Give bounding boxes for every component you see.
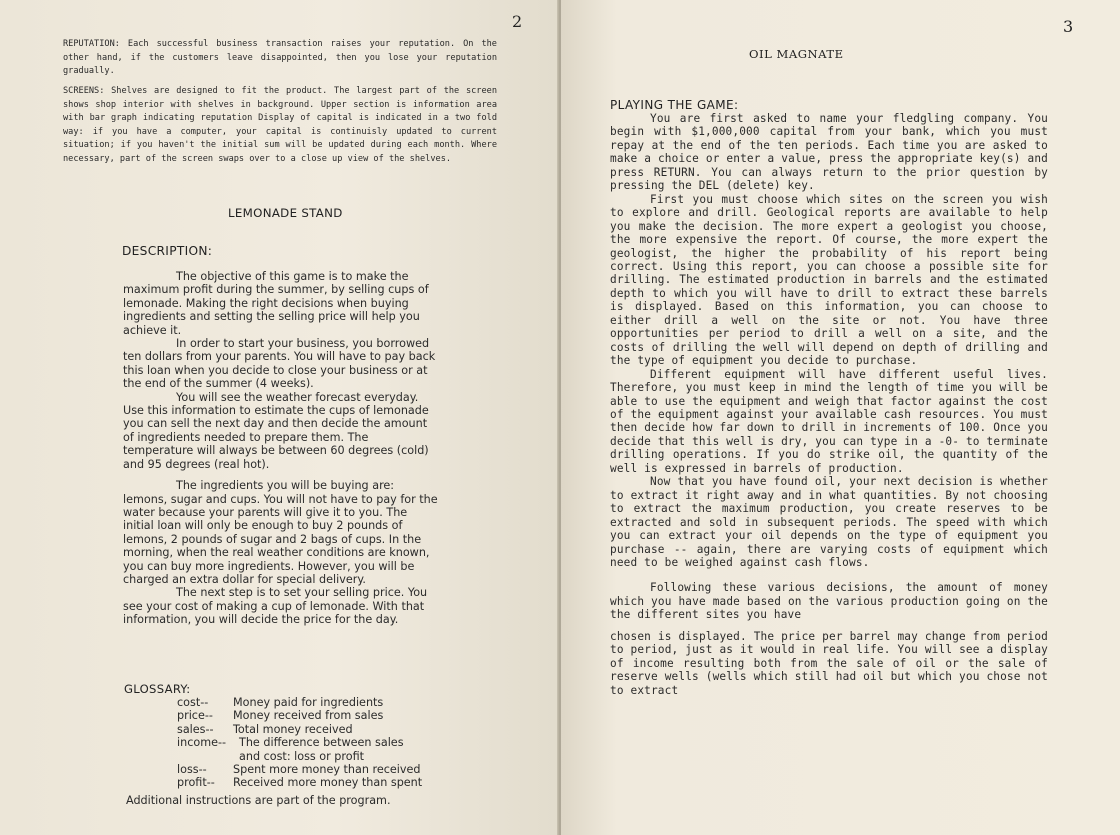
section-heading: PLAYING THE GAME: [610,98,739,112]
footer-note: Additional instructions are part of the program. [126,794,391,807]
glossary-term: income-- [177,736,227,750]
description-heading: DESCRIPTION: [122,244,213,258]
reputation-paragraph: REPUTATION: Each successful business transaction raises your reputation. On the other hand, if the customers leave disappointed, then you lose your reputation gradually. [63,39,497,77]
glossary-item [177,776,447,789]
glossary-term: cost-- [177,696,209,709]
paragraph: Now that you have found oil, your next decision is whether to extract it right away and in what quantities. By not choosing to extract the maximum production, you create reserves to be extracted and sold in subsequent periods. The speed with which you can extract your oil depends on the type of equipment you purchase -- again, there are varying costs of equipment which need to be weighed against cash flows. [610,475,1048,569]
glossary-heading: GLOSSARY: [124,682,191,696]
paragraph: The next step is to set your selling price. You see your cost of making a cup of lemonade. With that information, you will decide the price for the day. [123,586,428,627]
glossary-item [177,723,447,736]
game-instructions [610,112,1048,697]
paragraph: First you must choose which sites on the screen you wish to explore and drill. Geological reports are available to help you make the decision. The more expert a geologist you choose, the more expensive the report. Of course, the more expert the geologist, the higher the probability of his report being correct. Using this report, you can choose a possible site for drilling. The estimated production in barrels and the estimated depth to which you will have to drill to extract these barrels is displayed. Based on this information, you can choose to either drill a well on the site or not. You have three opportunities per period to drill a well on a site, and the costs of drilling the well will depend on depth of drilling and the type of equipment you decide to purchase. [610,192,1048,368]
screens-paragraph: SCREENS: Shelves are designed to fit the product. The largest part of the screen shows shop interior with shelves in background. Upper section is information area with bar graph indicating reputation Display of capital is indicated in a two fold way: if you have a computer, your capital is continuisly updated to current situation; if you haven't the initial sum will be updated during each month. Where necessary, part of the screen swaps over to a close up view of the shelves. [63,86,497,164]
glossary-definition: Received more money than spent [233,776,423,790]
paragraph: You will see the weather forecast everyday. Use this information to estimate the cups of lemonade you can sell the next day and then decide the amount of ingredients needed to prepare them. The temperature will always be between 60 degrees (cold) and 95 degrees (real hot). [123,390,429,471]
glossary-item [177,763,447,776]
paragraph: The ingredients you will be buying are: lemons, sugar and cups. You will not have to pay for the water because your parents will give it to you. The initial loan will only be enough to buy 2 pounds of lemons, 2 pounds of sugar and 2 bags of cups. In the morning, when the real weather conditions are known, you can buy more ingredients. However, you will be charged an extra dollar for special delivery. [123,479,438,586]
glossary-definition: The difference between sales and cost: loss or profit [239,736,404,763]
page-title: LEMONADE STAND [228,206,343,220]
glossary-item [177,709,447,722]
paragraph: The objective of this game is to make the maximum profit during the summer, by selling cups of lemonade. Making the right decisions when buying ingredients and setting the selling price will help you achieve it. [123,270,429,337]
glossary-item [177,696,447,709]
glossary-definition: Spent more money than received [233,763,421,777]
page-title: OIL MAGNATE [749,47,844,61]
paragraph: Following these various decisions, the amount of money which you have made based on the various production going on the the different sites you have [610,581,1048,622]
glossary-term: profit-- [177,776,215,790]
glossary-list [177,696,447,790]
description-body [123,270,438,627]
glossary-term: sales-- [177,722,214,736]
right-page [561,0,1120,835]
paragraph: You are first asked to name your fledgling company. You begin with $1,000,000 capital from your bank, which you must repay at the end of the ten periods. Each time you are asked to make a choice or enter a value, press the appropriate key(s) and press RETURN. You can always return to the prior question by pressing the DEL (delete) key. [610,112,1048,193]
glossary-term: price-- [177,709,213,723]
glossary-item [177,736,447,763]
glossary-definition: Total money received [233,722,353,736]
glossary-definition: Money paid for ingredients [233,696,384,709]
paragraph: Different equipment will have different useful lives. Therefore, you must keep in mind the length of time you will be able to use the equipment and weigh that factor against the cost of the equipment against your available cash resources. You must then decide how far down to drill in increments of 100. Once you decide that this well is dry, you can type in a -0- to terminate drilling operations. If you do strike oil, the quantity of the well is expressed in barrels of production. [610,367,1048,475]
glossary-definition: Money received from sales [233,709,384,723]
page-number: 3 [1063,17,1074,36]
paragraph: In order to start your business, you borrowed ten dollars from your parents. You will have to pay back this loan when you decide to close your business or at the end of the summer (4 weeks). [123,337,436,391]
left-page [0,0,559,835]
page-number: 2 [512,12,523,31]
glossary-term: loss-- [177,763,207,777]
paragraph: chosen is displayed. The price per barrel may change from period to period, just as it would in real life. You will see a display of income resulting both from the sale of oil or the sale of reserve wells (wells which still had oil but which you chose not to extract [610,629,1048,697]
